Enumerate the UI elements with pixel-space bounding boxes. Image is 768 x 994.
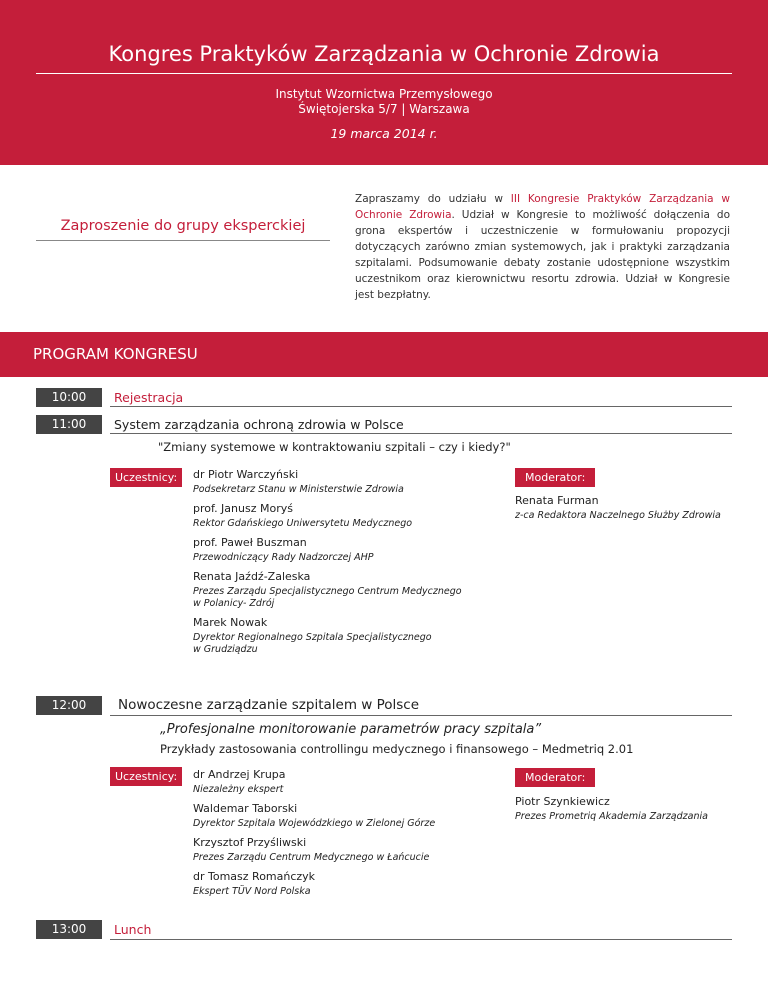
participant-role: Dyrektor Szpitala Wojewódzkiego w Zielonej Górze xyxy=(193,818,436,829)
program-heading: PROGRAM KONGRESU xyxy=(33,345,198,363)
session-divider xyxy=(110,939,732,940)
page-title: Kongres Praktyków Zarządzania w Ochronie Zdrowia xyxy=(108,42,660,66)
session-divider xyxy=(110,406,732,407)
participant-role-cont: w Grudziądzu xyxy=(193,644,258,655)
session-title: Rejestracja xyxy=(114,390,184,405)
session-divider xyxy=(110,715,732,716)
moderator-role: z-ca Redaktora Naczelnego Służby Zdrowia xyxy=(515,510,721,521)
session-subtitle: "Zmiany systemowe w kontraktowaniu szpitali – czy i kiedy?" xyxy=(158,440,511,454)
venue-address: Świętojerska 5/7 | Warszawa xyxy=(298,102,470,116)
participant-name: dr Andrzej Krupa xyxy=(193,768,286,781)
session-title: System zarządzania ochroną zdrowia w Polsce xyxy=(114,417,404,432)
event-date: 19 marca 2014 r. xyxy=(330,126,438,141)
program-heading-bar xyxy=(0,332,768,377)
participant-name: dr Tomasz Romańczyk xyxy=(193,870,316,883)
participant-role: Prezes Zarządu Centrum Medycznego w Łańcucie xyxy=(193,852,430,863)
participant-role: Prezes Zarządu Specjalistycznego Centrum Medycznego xyxy=(193,586,462,597)
time-badge: 12:00 xyxy=(36,696,102,715)
participant-role: Ekspert TÜV Nord Polska xyxy=(193,886,311,897)
moderator-label: Moderator: xyxy=(515,768,595,787)
title-divider xyxy=(36,73,732,74)
session-title: Lunch xyxy=(114,922,152,937)
participant-role: Podsekretarz Stanu w Ministerstwie Zdrowia xyxy=(193,484,404,495)
moderator-role: Prezes Prometriq Akademia Zarządzania xyxy=(515,811,708,822)
participants-label: Uczestnicy: xyxy=(110,767,182,786)
intro-text-end: . Udział w Kongresie to możliwość dołączenia do grona ekspertów i uczestniczenie w formułowaniu propozycji dotyczących zarówno zmian systemowych, jak i praktyki zarządzania szpitalami. Podsumowanie debaty zostanie udostępnione wszystkim uczestnikom oraz kierownictwu resortu zdrowia. Udział w Kongresie jest bezpłatny. xyxy=(355,209,730,301)
participant-role-cont: w Polanicy- Zdrój xyxy=(193,598,275,609)
time-badge: 13:00 xyxy=(36,920,102,939)
participant-name: prof. Janusz Moryś xyxy=(193,502,293,515)
participant-role: Przewodniczący Rady Nadzorczej AHP xyxy=(193,552,374,563)
participant-role: Rektor Gdańskiego Uniwersytetu Medycznego xyxy=(193,518,413,529)
participant-name: Renata Jaźdź-Zaleska xyxy=(193,570,311,583)
header-banner xyxy=(0,0,768,165)
invite-heading: Zaproszenie do grupy eksperckiej xyxy=(60,218,306,234)
participant-name: prof. Paweł Buszman xyxy=(193,536,307,549)
participant-role: Niezależny ekspert xyxy=(193,784,284,795)
time-badge: 10:00 xyxy=(36,388,102,407)
intro-highlight: III Kongresie Praktyków Zarządzania w Ochronie Zdrowia xyxy=(355,193,730,221)
time-badge: 11:00 xyxy=(36,415,102,434)
participant-role: Dyrektor Regionalnego Szpitala Specjalistycznego xyxy=(193,632,432,643)
invite-divider xyxy=(36,240,330,241)
session-divider xyxy=(110,433,732,434)
session-subtitle: „Profesjonalne monitorowanie parametrów pracy szpitala” xyxy=(160,722,542,737)
moderator-name: Renata Furman xyxy=(515,494,599,507)
session-title: Nowoczesne zarządzanie szpitalem w Polsce xyxy=(118,697,420,713)
participant-name: Waldemar Taborski xyxy=(193,802,298,815)
participants-label: Uczestnicy: xyxy=(110,468,182,487)
participant-name: dr Piotr Warczyński xyxy=(193,468,299,481)
moderator-label: Moderator: xyxy=(515,468,595,487)
intro-text-start: Zapraszamy do udziału w xyxy=(355,193,511,205)
moderator-name: Piotr Szynkiewicz xyxy=(515,795,610,808)
intro-paragraph xyxy=(355,191,730,303)
participant-name: Marek Nowak xyxy=(193,616,268,629)
venue-name: Instytut Wzornictwa Przemysłowego xyxy=(275,87,493,101)
session-subtitle-2: Przykłady zastosowania controllingu medycznego i finansowego – Medmetriq 2.01 xyxy=(160,742,634,756)
participant-name: Krzysztof Przyśliwski xyxy=(193,836,307,849)
